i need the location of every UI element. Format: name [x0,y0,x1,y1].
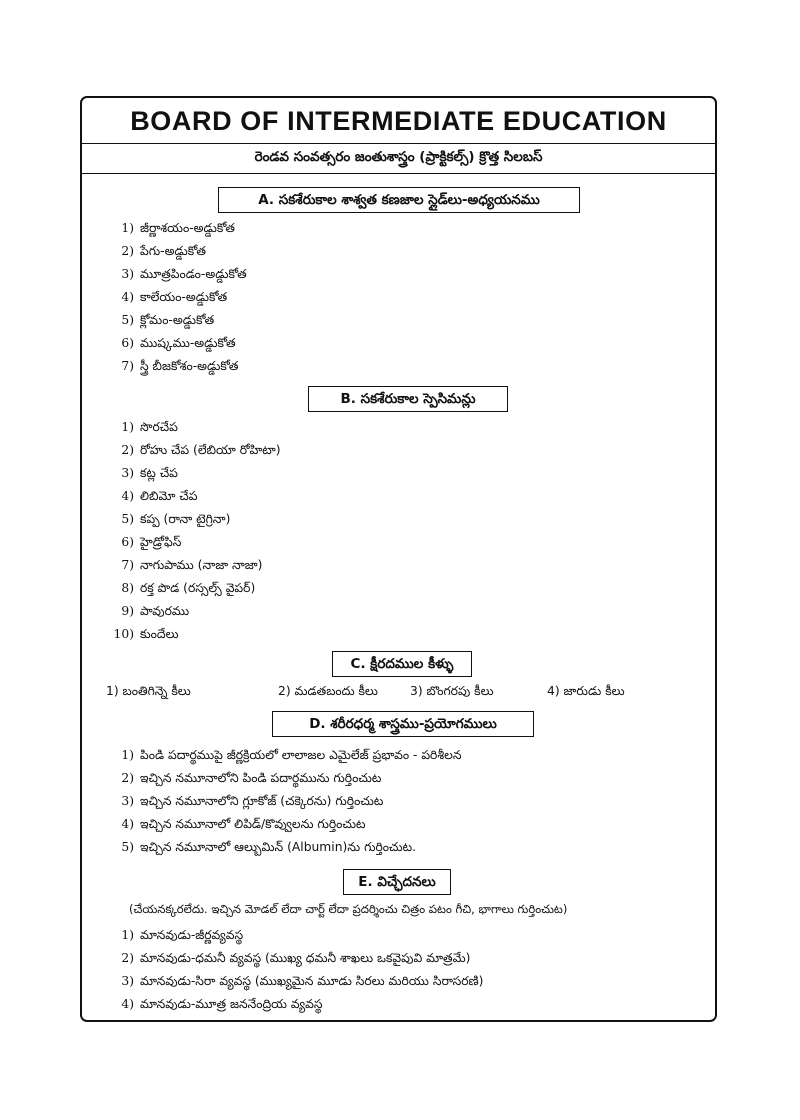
list-item: 1) మానవుడు-జీర్ణవ్యవస్థ [121,928,244,942]
list-item: 2) మానవుడు-ధమనీ వ్యవస్థ (ముఖ్య ధమనీ శాఖలు ఒకవైపువి మాత్రమే) [121,951,471,965]
list-item: 4) జారుడు కీలు [547,684,625,698]
list-item: 3) మూత్రపిండం-అడ్డుకోత [121,267,247,281]
section-e-heading: E. విచ్ఛేదనలు [343,869,451,895]
list-item: 4) లిబిమో చేప [121,489,198,503]
board-title: BOARD OF INTERMEDIATE EDUCATION [130,106,667,136]
list-item: 4) ఇచ్చిన నమూనాలో లిపిడ్/కొవ్వులను గుర్తించుట [121,817,366,831]
list-item: 8) రక్త పొడ (రస్సల్స్ వైపర్) [121,581,256,595]
list-item: 7) నాగుపాము (నాజా నాజా) [121,558,263,572]
list-item: 3) మానవుడు-సిరా వ్యవస్థ (ముఖ్యమైన మూడు సిరలు మరియు సిరాసరణి) [121,974,484,988]
list-item: 3) బొంగరపు కీలు [410,684,494,698]
dissection-note: (చేయనక్కరలేదు. ఇచ్చిన మోడల్ లేదా చార్ట్ లేదా ప్రదర్శించు చిత్రం పటం గీచి, భాగాలు గుర్తించుట) [129,902,568,916]
section-c-heading: C. క్షీరదముల కీళ్ళు [332,651,472,677]
subtitle-divider [82,173,715,174]
list-item: 5) ఇచ్చిన నమూనాలో ఆల్బుమిన్ (Albumin)ను గుర్తించుట. [121,840,417,854]
list-item: 4) మానవుడు-మూత్ర జననేంద్రియ వ్యవస్థ [121,997,323,1011]
syllabus-frame [80,96,717,1022]
list-item: 1) సొరచేప [121,420,178,434]
list-item: 7) స్త్రీ బీజకోశం-అడ్డుకోత [121,359,239,373]
section-b-heading: B. సకశేరుకాల స్పెసిమన్లు [308,386,508,412]
list-item: 2) రోహు చేప (లేబియా రోహిటా) [121,443,281,457]
list-item: 1) జీర్ణాశయం-అడ్డుకోత [121,221,235,235]
list-item: 1) బంతిగిన్నె కీలు [106,684,191,698]
syllabus-subtitle: రెండవ సంవత్సరం జంతుశాస్త్రం (ప్రాక్టికల్స్) క్రొత్త సిలబస్ [254,149,543,165]
list-item: 10) కుందేలు [113,627,179,641]
list-item: 3) కట్ల చేప [121,466,178,480]
title-divider [82,143,715,144]
list-item: 4) కాలేయం-అడ్డుకోత [121,290,228,304]
list-item: 6) హైడ్రోఫిస్ [121,535,182,549]
list-item: 5) కప్ప (రానా టైగ్రినా) [121,512,231,526]
list-item: 2) ఇచ్చిన నమూనాలోని పిండి పదార్థమును గుర్తించుట [121,771,382,785]
section-d-heading: D. శరీరధర్మ శాస్త్రము-ప్రయోగములు [272,711,534,737]
list-item: 1) పిండి పదార్థముపై జీర్ణక్రియలో లాలాజల ఎమైలేజ్ ప్రభావం - పరిశీలన [121,748,462,762]
list-item: 9) పావురము [121,604,190,618]
section-a-heading: A. సకశేరుకాల శాశ్వత కణజాల స్లైడ్‌లు-అధ్యయనము [218,187,580,213]
list-item: 5) క్లోమం-అడ్డుకోత [121,313,215,327]
list-item: 3) ఇచ్చిన నమూనాలోని గ్లూకోజ్ (చక్కెరను) గుర్తించుట [121,794,384,808]
list-item: 2) మడతబందు కీలు [278,684,378,698]
list-item: 2) పేగు-అడ్డుకోత [121,244,206,258]
list-item: 6) ముష్కము-అడ్డుకోత [121,336,236,350]
